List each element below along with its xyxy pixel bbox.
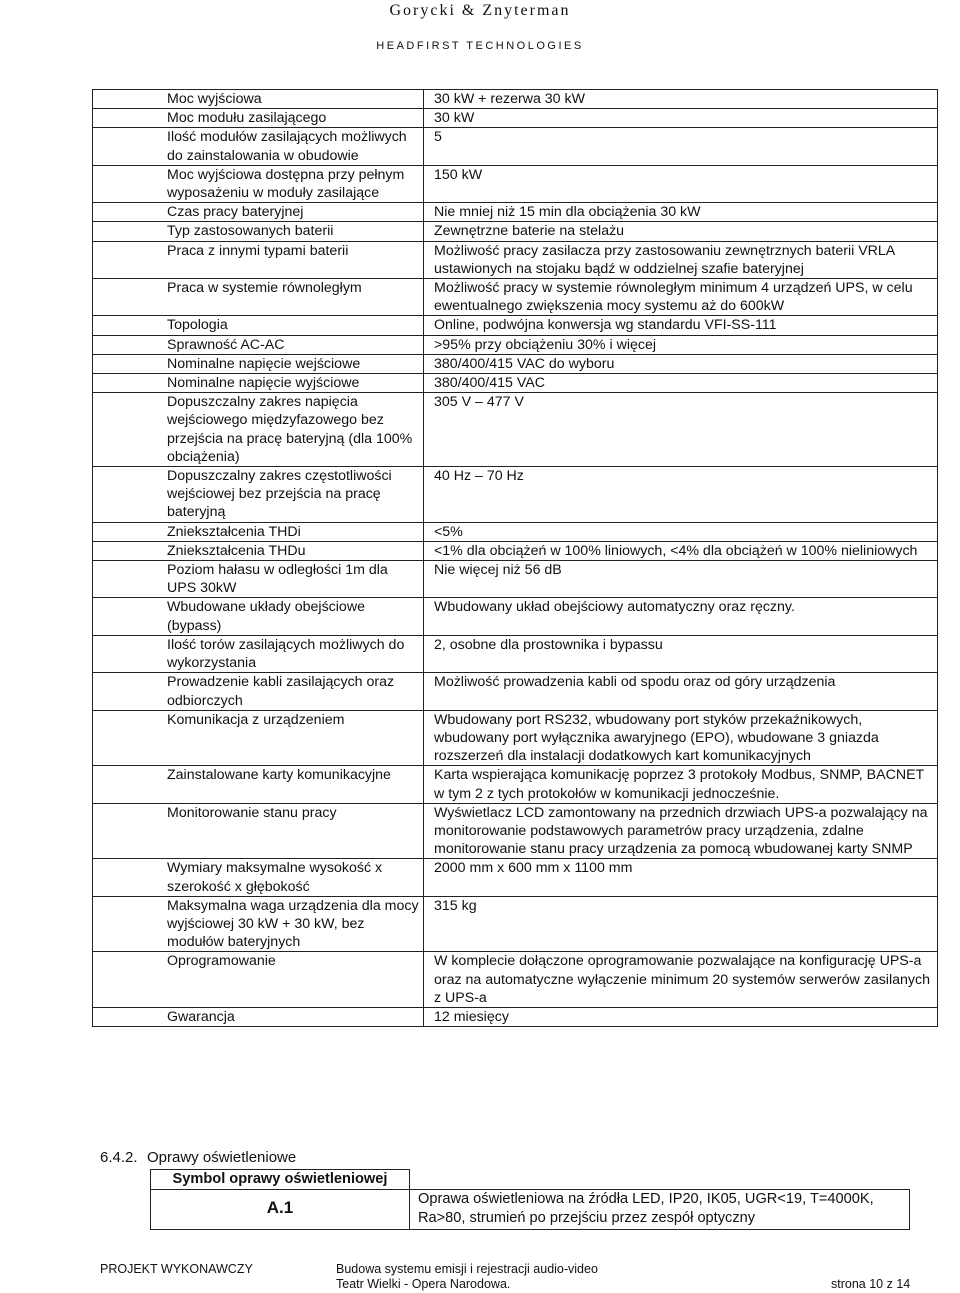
- spec-row: [93, 896, 938, 952]
- luminaire-header-empty: [410, 1170, 910, 1190]
- spec-row: [93, 952, 938, 1008]
- spec-value: Wbudowany port RS232, wbudowany port styków przekaźnikowych, wbudowany port wyłącznika awaryjnego (EPO), wbudowane 3 gniazda rozszerzeń dla instalacji dodatkowych kart komunikacyjnych: [424, 710, 938, 766]
- spec-row: [93, 393, 938, 467]
- spec-row-spacer: [93, 128, 164, 165]
- spec-row-spacer: [93, 374, 164, 393]
- spec-label: Wymiary maksymalne wysokość x szerokość x głębokość: [163, 859, 424, 896]
- spec-value: Możliwość pracy zasilacza przy zastosowaniu zewnętrznych baterii VRLA ustawionych na stojaku bądź w oddzielnej szafie bateryjnej: [424, 241, 938, 278]
- spec-value: 12 miesięcy: [424, 1007, 938, 1026]
- spec-value: Zewnętrzne baterie na stelażu: [424, 222, 938, 241]
- spec-row-spacer: [93, 393, 164, 467]
- spec-row-spacer: [93, 952, 164, 1008]
- spec-label: Topologia: [163, 316, 424, 335]
- spec-row: [93, 710, 938, 766]
- spec-row: [93, 316, 938, 335]
- ups-spec-table: [92, 89, 938, 1027]
- spec-row: [93, 165, 938, 202]
- spec-row-spacer: [93, 1007, 164, 1026]
- spec-row-spacer: [93, 222, 164, 241]
- spec-row: [93, 335, 938, 354]
- spec-row-spacer: [93, 522, 164, 541]
- spec-value: Online, podwójna konwersja wg standardu VFI-SS-111: [424, 316, 938, 335]
- spec-label: Ilość torów zasilających możliwych do wykorzystania: [163, 635, 424, 672]
- spec-row-spacer: [93, 803, 164, 859]
- spec-row-spacer: [93, 635, 164, 672]
- company-name: Gorycki & Znyterman: [389, 2, 571, 19]
- spec-row: [93, 803, 938, 859]
- spec-value: <1% dla obciążeń w 100% liniowych, <4% dla obciążeń w 100% nieliniowych: [424, 541, 938, 560]
- section-number: 6.4.2.: [100, 1149, 138, 1166]
- spec-label: Moc modułu zasilającego: [163, 109, 424, 128]
- spec-row: [93, 279, 938, 316]
- spec-row-spacer: [93, 598, 164, 635]
- spec-value: 5: [424, 128, 938, 165]
- spec-value: Nie mniej niż 15 min dla obciążenia 30 kW: [424, 203, 938, 222]
- spec-value: 30 kW: [424, 109, 938, 128]
- spec-label: Zniekształcenia THDi: [163, 522, 424, 541]
- luminaire-table: [150, 1169, 910, 1230]
- spec-label: Oprogramowanie: [163, 952, 424, 1008]
- spec-label: Monitorowanie stanu pracy: [163, 803, 424, 859]
- spec-row-spacer: [93, 241, 164, 278]
- spec-value: 2000 mm x 600 mm x 1100 mm: [424, 859, 938, 896]
- spec-value: 380/400/415 VAC do wyboru: [424, 354, 938, 373]
- spec-row: [93, 522, 938, 541]
- spec-value: Nie więcej niż 56 dB: [424, 561, 938, 598]
- spec-label: Czas pracy bateryjnej: [163, 203, 424, 222]
- spec-row: [93, 467, 938, 523]
- spec-label: Gwarancja: [163, 1007, 424, 1026]
- spec-row: [93, 673, 938, 710]
- footer-title-line2: Teatr Wielki - Opera Narodowa.: [336, 1277, 511, 1291]
- spec-label: Wbudowane układy obejściowe (bypass): [163, 598, 424, 635]
- spec-value: Możliwość pracy w systemie równoległym minimum 4 urządzeń UPS, w celu ewentualnego zwiększenia mocy systemu aż do 600kW: [424, 279, 938, 316]
- footer-page-number: strona 10 z 14: [831, 1277, 911, 1291]
- luminaire-header-cell: Symbol oprawy oświetleniowej: [151, 1170, 410, 1190]
- luminaire-symbol: A.1: [151, 1190, 410, 1230]
- spec-label: Zniekształcenia THDu: [163, 541, 424, 560]
- spec-row: [93, 635, 938, 672]
- spec-row: [93, 1007, 938, 1026]
- spec-row-spacer: [93, 766, 164, 803]
- spec-label: Moc wyjściowa: [163, 90, 424, 109]
- spec-row: [93, 109, 938, 128]
- spec-row: [93, 128, 938, 165]
- spec-label: Nominalne napięcie wyjściowe: [163, 374, 424, 393]
- spec-row-spacer: [93, 467, 164, 523]
- spec-row: [93, 598, 938, 635]
- spec-value: Wyświetlacz LCD zamontowany na przednich drzwiach UPS-a pozwalający na monitorowanie podstawowych parametrów pracy urządzenia, zdalne monitorowanie stanu pracy urządzenia za pomocą wbudowanej karty SNMP: [424, 803, 938, 859]
- spec-row-spacer: [93, 673, 164, 710]
- spec-row: [93, 374, 938, 393]
- spec-row-spacer: [93, 279, 164, 316]
- spec-row-spacer: [93, 859, 164, 896]
- spec-label: Praca z innymi typami baterii: [163, 241, 424, 278]
- footer-title-line1: Budowa systemu emisji i rejestracji audio-video: [336, 1262, 598, 1276]
- spec-value: 380/400/415 VAC: [424, 374, 938, 393]
- spec-label: Prowadzenie kabli zasilających oraz odbiorczych: [163, 673, 424, 710]
- spec-row-spacer: [93, 541, 164, 560]
- spec-value: 305 V – 477 V: [424, 393, 938, 467]
- spec-row: [93, 766, 938, 803]
- spec-label: Typ zastosowanych baterii: [163, 222, 424, 241]
- spec-value: W komplecie dołączone oprogramowanie pozwalające na konfigurację UPS-a oraz na automatyczne wyłączenie minimum 20 systemów serwerów zasilanych z UPS-a: [424, 952, 938, 1008]
- spec-label: Zainstalowane karty komunikacyjne: [163, 766, 424, 803]
- spec-value: Możliwość prowadzenia kabli od spodu oraz od góry urządzenia: [424, 673, 938, 710]
- spec-label: Maksymalna waga urządzenia dla mocy wyjściowej 30 kW + 30 kW, bez modułów bateryjnych: [163, 896, 424, 952]
- spec-label: Moc wyjściowa dostępna przy pełnym wyposażeniu w moduły zasilające: [163, 165, 424, 202]
- spec-label: Dopuszczalny zakres częstotliwości wejściowej bez przejścia na pracę bateryjną: [163, 467, 424, 523]
- spec-row-spacer: [93, 335, 164, 354]
- spec-row: [93, 203, 938, 222]
- spec-label: Komunikacja z urządzeniem: [163, 710, 424, 766]
- spec-row-spacer: [93, 896, 164, 952]
- spec-label: Nominalne napięcie wejściowe: [163, 354, 424, 373]
- spec-value: >95% przy obciążeniu 30% i więcej: [424, 335, 938, 354]
- company-tagline: HEADFIRST TECHNOLOGIES: [376, 40, 584, 52]
- luminaire-description: Oprawa oświetleniowa na źródła LED, IP20, IK05, UGR<19, T=4000K, Ra>80, strumień po przejściu przez zespół optyczny: [410, 1190, 910, 1230]
- spec-label: Ilość modułów zasilających możliwych do zainstalowania w obudowie: [163, 128, 424, 165]
- spec-row-spacer: [93, 710, 164, 766]
- spec-label: Poziom hałasu w odległości 1m dla UPS 30kW: [163, 561, 424, 598]
- spec-label: Sprawność AC-AC: [163, 335, 424, 354]
- luminaire-row: [151, 1190, 910, 1230]
- spec-label: Dopuszczalny zakres napięcia wejściowego międzyfazowego bez przejścia na pracę bateryjną (dla 100% obciążenia): [163, 393, 424, 467]
- section-heading: [100, 1149, 296, 1166]
- spec-row-spacer: [93, 561, 164, 598]
- spec-row-spacer: [93, 90, 164, 109]
- spec-value: Karta wspierająca komunikację poprzez 3 protokoły Modbus, SNMP, BACNET w tym 2 z tych protokołów w komunikacji jednocześnie.: [424, 766, 938, 803]
- spec-value: 315 kg: [424, 896, 938, 952]
- spec-row: [93, 222, 938, 241]
- spec-row: [93, 354, 938, 373]
- section-title: Oprawy oświetleniowe: [147, 1149, 297, 1166]
- spec-row-spacer: [93, 316, 164, 335]
- footer-project: PROJEKT WYKONAWCZY: [100, 1262, 253, 1276]
- spec-row: [93, 561, 938, 598]
- spec-value: 30 kW + rezerwa 30 kW: [424, 90, 938, 109]
- spec-label: Praca w systemie równoległym: [163, 279, 424, 316]
- spec-row: [93, 541, 938, 560]
- spec-row-spacer: [93, 109, 164, 128]
- spec-row: [93, 90, 938, 109]
- spec-value: 150 kW: [424, 165, 938, 202]
- spec-value: 2, osobne dla prostownika i bypassu: [424, 635, 938, 672]
- spec-row: [93, 859, 938, 896]
- spec-value: <5%: [424, 522, 938, 541]
- spec-row: [93, 241, 938, 278]
- spec-row-spacer: [93, 354, 164, 373]
- spec-value: 40 Hz – 70 Hz: [424, 467, 938, 523]
- luminaire-header-row: [151, 1170, 910, 1190]
- spec-row-spacer: [93, 203, 164, 222]
- spec-value: Wbudowany układ obejściowy automatyczny oraz ręczny.: [424, 598, 938, 635]
- spec-row-spacer: [93, 165, 164, 202]
